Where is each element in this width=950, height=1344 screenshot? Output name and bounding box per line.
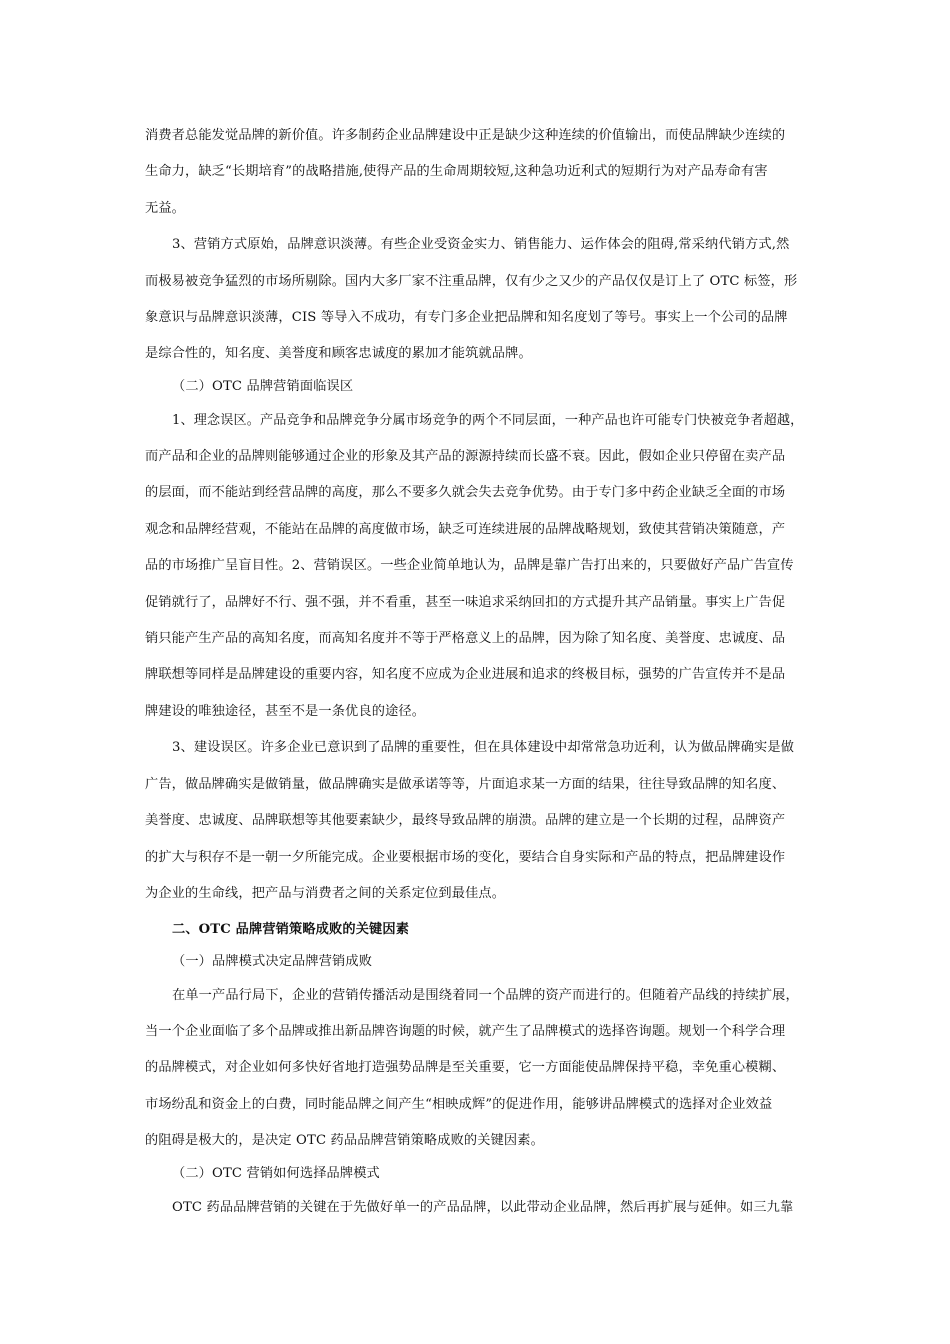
text-line: 为企业的生命线，把产品与消费者之间的关系定位到最佳点。 <box>145 886 506 901</box>
text-line: 而产品和企业的品牌则能够通过企业的形象及其产品的源源持续而长盛不衰。因此，假如企业只停留在卖产品 <box>145 449 786 464</box>
text-line: 促销就行了，品牌好不行、强不强，并不看重，甚至一味追求采纳回扣的方式提升其产品销量。事实上广告促 <box>145 595 786 610</box>
text-line: 销只能产生产品的高知名度，而高知名度并不等于严格意义上的品牌，因为除了知名度、美誉度、忠诚度、品 <box>145 631 786 646</box>
text-line: 品的市场推广呈盲目性。2、营销误区。一些企业简单地认为，品牌是靠广告打出来的，只要做好产品广告宣传 <box>145 558 794 573</box>
text-line: 是综合性的，知名度、美誉度和顾客忠诚度的累加才能筑就品牌。 <box>145 346 532 361</box>
text-line: 牌建设的唯独途径，甚至不是一条优良的途径。 <box>145 704 426 719</box>
paragraph-start: 3、营销方式原始，品牌意识淡薄。有些企业受资金实力、销售能力、运作体会的阻碍,常采纳代销方式,然 <box>172 237 790 252</box>
text-line: 牌联想等同样是品牌建设的重要内容，知名度不应成为企业进展和追求的终极目标，强势的广告宣传并不是品 <box>145 667 786 682</box>
subsection-heading: （二）OTC 品牌营销面临误区 <box>172 379 354 394</box>
text-line: 的扩大与积存不是一朝一夕所能完成。企业要根据市场的变化，要结合自身实际和产品的特点，把品牌建设作 <box>145 850 786 865</box>
paragraph-start: 1、理念误区。产品竞争和品牌竞争分属市场竞争的两个不同层面，一种产品也许可能专门快被竞争者超越， <box>172 413 804 428</box>
text-line: 消费者总能发觉品牌的新价值。许多制药企业品牌建设中正是缺少这种连续的价值输出，而使品牌缺少连续的 <box>145 128 786 143</box>
text-line: 象意识与品牌意识淡薄，CIS 等导入不成功，有专门多企业把品牌和知名度划了等号。事实上一个公司的品牌 <box>145 310 788 325</box>
text-line: 当一个企业面临了多个品牌或推出新品牌咨询题的时候，就产生了品牌模式的选择咨询题。规划一个科学合理 <box>145 1024 786 1039</box>
text-line: 的品牌模式，对企业如何多快好省地打造强势品牌是至关重要，它一方面能使品牌保持平稳，幸免重心模糊、 <box>145 1060 786 1075</box>
paragraph-start: OTC 药品品牌营销的关键在于先做好单一的产品品牌，以此带动企业品牌，然后再扩展与延伸。如三九靠 <box>172 1200 794 1215</box>
text-line: 广告，做品牌确实是做销量，做品牌确实是做承诺等等，片面追求某一方面的结果，往往导致品牌的知名度、 <box>145 777 786 792</box>
text-line: 无益。 <box>145 201 186 216</box>
paragraph-start: 在单一产品行局下，企业的营销传播活动是围绕着同一个品牌的资产而进行的。但随着产品线的持续扩展， <box>172 988 799 1003</box>
text-line: 生命力，缺乏“长期培育”的战略措施,使得产品的生命周期较短,这种急功近利式的短期行为对产品寿命有害 <box>145 164 768 179</box>
subsection-heading: （一）品牌模式决定品牌营销成败 <box>172 954 373 969</box>
paragraph-start: 3、建设误区。许多企业已意识到了品牌的重要性，但在具体建设中却常常急功近利，认为做品牌确实是做 <box>172 740 795 755</box>
text-line: 的层面，而不能站到经营品牌的高度，那么不要多久就会失去竞争优势。由于专门多中药企业缺乏全面的市场 <box>145 485 786 500</box>
text-line: 观念和品牌经营观，不能站在品牌的高度做市场，缺乏可连续进展的品牌战略规划，致使其营销决策随意，产 <box>145 522 786 537</box>
text-line: 美誉度、忠诚度、品牌联想等其他要素缺少，最终导致品牌的崩溃。品牌的建立是一个长期的过程，品牌资产 <box>145 813 786 828</box>
text-line: 市场纷乱和资金上的白费，同时能品牌之间产生“相映成辉”的促进作用，能够讲品牌模式的选择对企业效益 <box>145 1097 773 1112</box>
subsection-heading: （二）OTC 营销如何选择品牌模式 <box>172 1166 380 1181</box>
text-line: 而极易被竞争猛烈的市场所剔除。国内大多厂家不注重品牌，仅有少之又少的产品仅仅是订上了 OTC 标签，形 <box>145 274 798 289</box>
section-heading: 二、OTC 品牌营销策略成败的关键因素 <box>172 922 410 937</box>
text-line: 的阻碍是极大的，是决定 OTC 药品品牌营销策略成败的关键因素。 <box>145 1133 544 1148</box>
